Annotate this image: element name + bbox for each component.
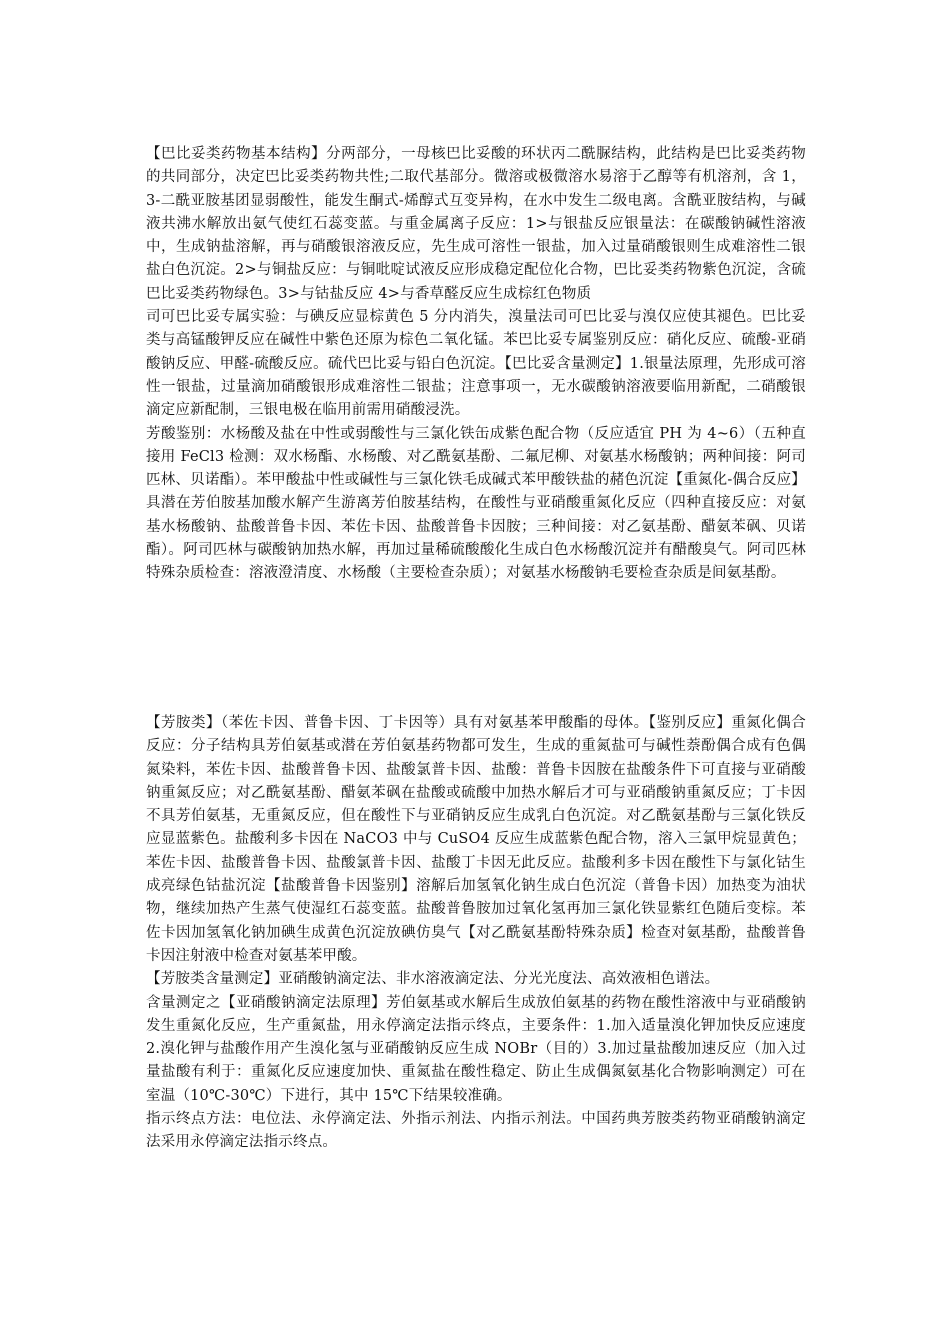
section-barbiturates-and-aromatic-acids	[146, 143, 806, 586]
paragraph-nitrite-titration-principle: 含量测定之【亚硝酸钠滴定法原理】芳伯氨基或水解后生成放伯氨基的药物在酸性溶液中与亚硝酸钠发生重氮化反应，生产重氮盐，用永停滴定法指示终点，主要条件：1.加入适量溴化钾加快反应速度 2.溴化钾与盐酸作用产生溴化氢与亚硝酸钠反应生成 NOBr（目的）3.加过量盐酸加速反应（加入过量盐酸有利于：重氮化反应速度加快、重氮盐在酸性稳定、防止生成偶氮氨基化合物影响测定）可在室温（10℃-30℃）下进行，其中 15℃下结果较准确。	[146, 994, 806, 1104]
paragraph-secobarbital-test: 司可巴比妥专属实验：与碘反应显棕黄色 5 分内消失，溴量法司可巴比妥与溴仅应使其褪色。巴比妥类与高锰酸钾反应在碱性中紫色还原为棕色二氧化锰。苯巴比妥专属鉴别反应：硝化反应、硫酸-亚硝酸钠反应、甲醛-硫酸反应。硫代巴比妥与铅白色沉淀。【巴比妥含量测定】1.银量法原理，先形成可溶性一银盐，过量滴加硝酸银形成难溶性二银盐；注意事项一，无水碳酸钠溶液要临用新配，二硝酸银滴定应新配制，三银电极在临用前需用硝酸浸洗。	[146, 309, 806, 419]
paragraph-aromatic-amines-assay: 【芳胺类含量测定】亚硝酸钠滴定法、非水溶液滴定法、分光光度法、高效液相色谱法。	[146, 971, 720, 988]
paragraph-endpoint-methods: 指示终点方法：电位法、永停滴定法、外指示剂法、内指示剂法。中国药典芳胺类药物亚硝酸钠滴定法采用永停滴定法指示终点。	[146, 1111, 806, 1151]
paragraph-barbiturate-structure: 【巴比妥类药物基本结构】分两部分，一母核巴比妥酸的环状丙二酰脲结构，此结构是巴比妥类药物的共同部分，决定巴比妥类药物共性;二取代基部分。微溶或极微溶水易溶于乙醇等有机溶剂，含 1，3-二酰亚胺基团显弱酸性，能发生酮式-烯醇式互变异构，在水中发生二级电离。含酰亚胺结构，与碱液共沸水解放出氨气使红石蕊变蓝。与重金属离子反应：1>与银盐反应银量法：在碳酸钠碱性溶液中，生成钠盐溶解，再与硝酸银溶液反应，先生成可溶性一银盐，加入过量硝酸银则生成难溶性二银盐白色沉淀。2>与铜盐反应：与铜吡啶试液反应形成稳定配位化合物，巴比妥类药物紫色沉淀，含硫巴比妥类药物绿色。3>与钴盐反应 4>与香草醛反应生成棕红色物质	[146, 146, 806, 302]
paragraph-aromatic-amines: 【芳胺类】（苯佐卡因、普鲁卡因、丁卡因等）具有对氨基苯甲酸酯的母体。【鉴别反应】重氮化偶合反应：分子结构具芳伯氨基或潜在芳伯氨基药物都可发生，生成的重氮盐可与碱性萘酚偶合成有色偶氮染料，苯佐卡因、盐酸普鲁卡因、盐酸氯普卡因、盐酸：普鲁卡因胺在盐酸条件下可直接与亚硝酸钠重氮反应；对乙酰氨基酚、醋氨苯砜在盐酸或硫酸中加热水解后才可与亚硝酸钠重氮反应；丁卡因不具芳伯氨基，无重氮反应，但在酸性下与亚硝钠反应生成乳白色沉淀。对乙酰氨基酚与三氯化铁反应显蓝紫色。盐酸利多卡因在 NaCO3 中与 CuSO4 反应生成蓝紫色配合物，溶入三氯甲烷显黄色；苯佐卡因、盐酸普鲁卡因、盐酸氯普卡因、盐酸丁卡因无此反应。盐酸利多卡因在酸性下与氯化钴生成亮绿色钴盐沉淀【盐酸普鲁卡因鉴别】溶解后加氢氧化钠生成白色沉淀（普鲁卡因）加热变为油状物，继续加热产生蒸气使湿红石蕊变蓝。盐酸普鲁胺加过氧化氢再加三氯化铁显紫红色随后变棕。苯佐卡因加氢氧化钠加碘生成黄色沉淀放碘仿臭气【对乙酰氨基酚特殊杂质】检查对氨基酚，盐酸普鲁卡因注射液中检查对氨基苯甲酸。	[146, 715, 806, 964]
section-aromatic-amines	[146, 712, 806, 1155]
paragraph-aromatic-acid-identification: 芳酸鉴别：水杨酸及盐在中性或弱酸性与三氯化铁缶成紫色配合物（反应适宜 PH 为 4~6）（五种直接用 FeCl3 检测：双水杨酯、水杨酸、对乙酰氨基酚、二氟尼柳、对氨基水杨酸钠；两种间接：阿司匹林、贝诺酯）。苯甲酸盐中性或碱性与三氯化铁毛成碱式苯甲酸铁盐的赭色沉淀【重氮化-偶合反应】具潜在芳伯胺基加酸水解产生游离芳伯胺基结构，在酸性与亚硝酸重氮化反应（四种直接反应：对氨基水杨酸钠、盐酸普鲁卡因、苯佐卡因、盐酸普鲁卡因胺；三种间接：对乙氨基酚、醋氨苯砜、贝诺酯）。阿司匹林与碳酸钠加热水解，再加过量稀硫酸酸化生成白色水杨酸沉淀并有醋酸臭气。阿司匹林特殊杂质检查：溶液澄清度、水杨酸（主要检查杂质）；对氨基水杨酸钠毛要检查杂质是间氨基酚。	[146, 425, 806, 582]
